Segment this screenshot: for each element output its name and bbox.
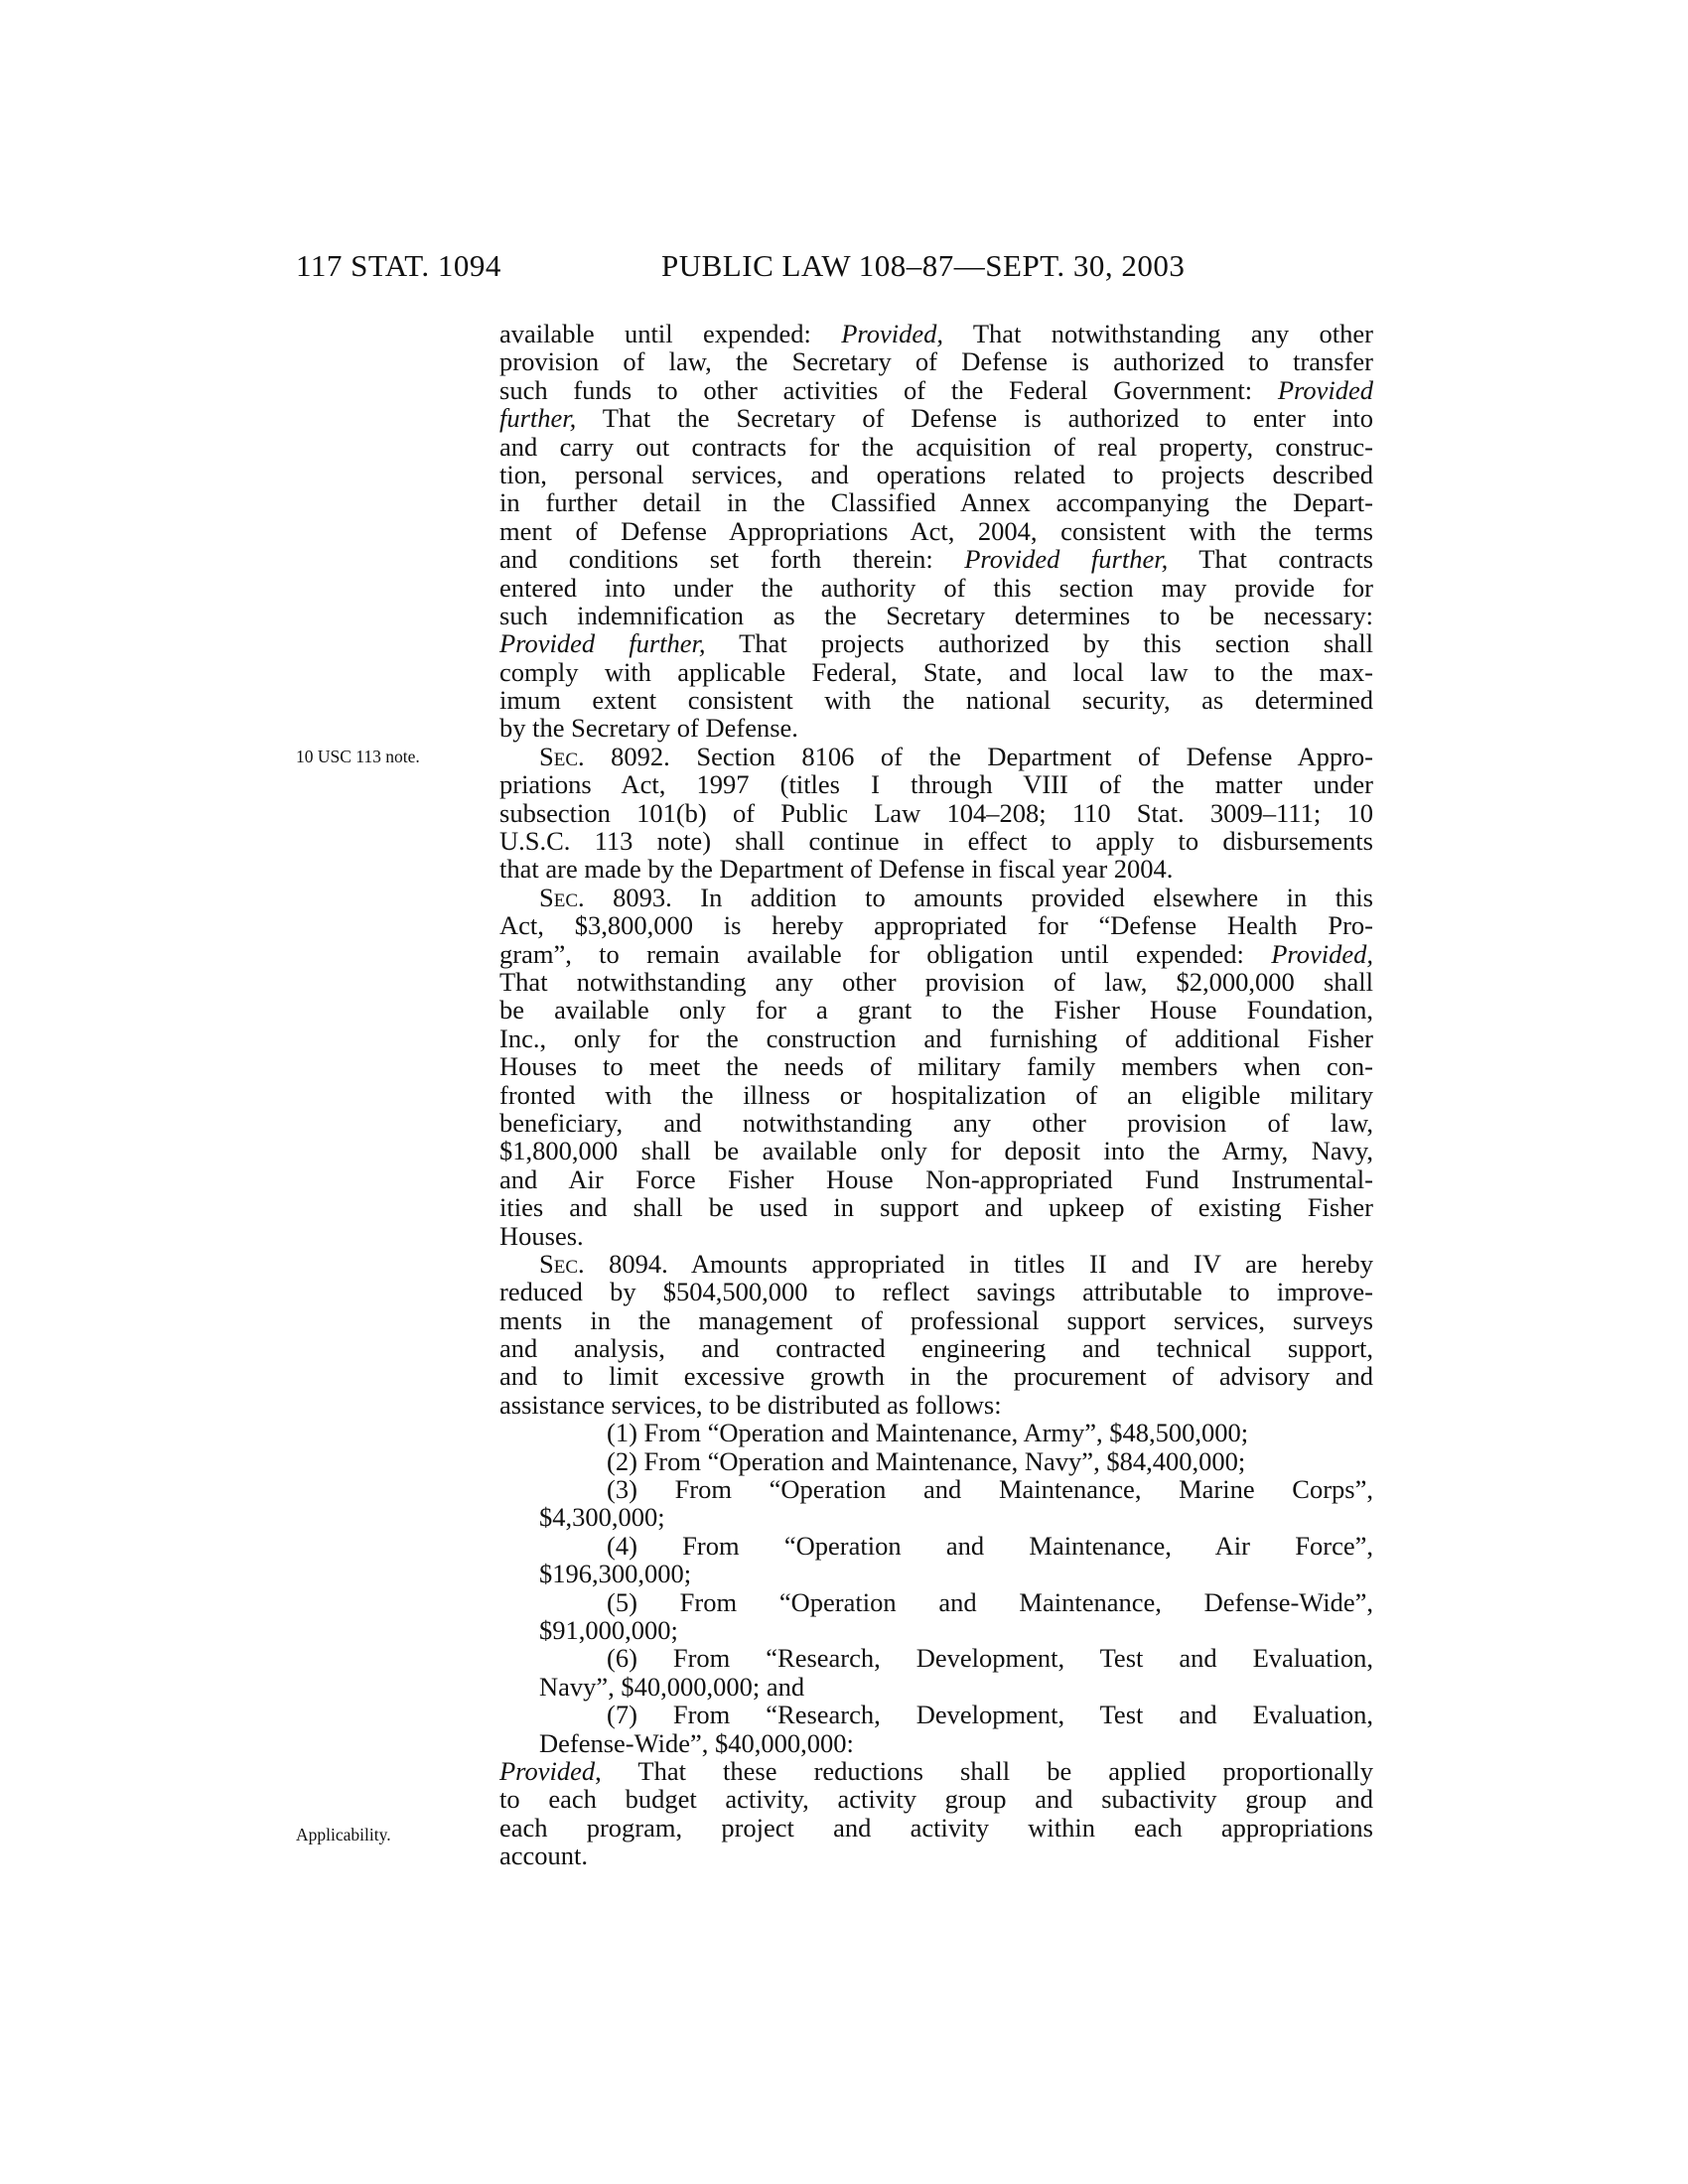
text-line: and to limit excessive growth in the procurement of advisory and [499,1361,1373,1392]
text-line: Act, $3,800,000 is hereby appropriated for “Defense Health Pro- [499,910,1373,941]
text-line: by the Secretary of Defense. [499,713,798,744]
text-line: ment of Defense Appropriations Act, 2004, consistent with the terms [499,515,1373,546]
list-item-2: (2) From “Operation and Maintenance, Navy”, $84,400,000; [607,1445,1246,1476]
text-line: imum extent consistent with the national security, as determined [499,685,1373,716]
list-item-6: (6) From “Research, Development, Test and Evaluation, [607,1643,1373,1674]
list-item-6-continued: Navy”, $40,000,000; and [539,1671,805,1702]
text-line: in further detail in the Classified Annex accompanying the Depart- [499,487,1373,518]
section-8093-heading-line: Sec. 8093. In addition to amounts provided elsewhere in this [539,882,1373,912]
margin-note-usc-reference: 10 USC 113 note. [296,747,420,766]
text-line: ities and shall be used in support and upkeep of existing Fisher [499,1192,1373,1223]
list-item-7: (7) From “Research, Development, Test and Evaluation, [607,1700,1373,1730]
text-line: Houses to meet the needs of military family members when con- [499,1051,1373,1082]
statute-page-reference: 117 STAT. 1094 [296,248,501,283]
text-line: and carry out contracts for the acquisition of real property, construc- [499,431,1373,462]
text-line: to each budget activity, activity group and subactivity group and [499,1784,1373,1815]
list-item-4-continued: $196,300,000; [539,1559,692,1589]
text-line: tion, personal services, and operations related to projects described [499,459,1373,489]
list-item-5: (5) From “Operation and Maintenance, Defense-Wide”, [607,1586,1373,1617]
proviso-line: Provided, That these reductions shall be applied proportionally [499,1755,1373,1786]
section-8092-heading-line: Sec. 8092. Section 8106 of the Department of Defense Appro- [539,741,1373,771]
text-line: Provided further, That projects authorized by this section shall [499,628,1373,659]
list-item-4: (4) From “Operation and Maintenance, Air Force”, [607,1530,1373,1561]
list-item-3-continued: $4,300,000; [539,1502,665,1533]
text-line: provision of law, the Secretary of Defense is authorized to transfer [499,346,1373,377]
text-line: entered into under the authority of this section may provide for [499,572,1373,603]
text-line: assistance services, to be distributed as follows: [499,1389,1002,1420]
text-line: such funds to other activities of the Federal Government: Provided [499,374,1373,405]
public-law-reference: PUBLIC LAW 108–87—SEPT. 30, 2003 [661,248,1186,283]
list-item-1: (1) From “Operation and Maintenance, Army”, $48,500,000; [607,1418,1249,1448]
text-line: priations Act, 1997 (titles I through VIII of the matter under [499,769,1373,800]
text-line: fronted with the illness or hospitalization of an eligible military [499,1079,1373,1110]
text-line: gram”, to remain available for obligation until expended: Provided, [499,938,1373,969]
body-text [499,320,1373,1869]
text-line: comply with applicable Federal, State, and local law to the max- [499,656,1373,687]
text-line: U.S.C. 113 note) shall continue in effect to apply to disbursements [499,826,1373,857]
list-item-3: (3) From “Operation and Maintenance, Marine Corps”, [607,1474,1373,1505]
text-line: beneficiary, and notwithstanding any other provision of law, [499,1107,1373,1138]
text-line: reduced by $504,500,000 to reflect savings attributable to improve- [499,1277,1373,1307]
text-line: available until expended: Provided, That notwithstanding any other [499,319,1373,348]
text-line: be available only for a grant to the Fisher House Foundation, [499,995,1373,1025]
text-line: subsection 101(b) of Public Law 104–208; 110 Stat. 3009–111; 10 [499,797,1373,828]
text-line: further, That the Secretary of Defense is authorized to enter into [499,403,1373,434]
page-header [296,248,1209,288]
list-item-5-continued: $91,000,000; [539,1614,678,1645]
margin-note-applicability: Applicability. [296,1825,391,1844]
section-8094-heading-line: Sec. 8094. Amounts appropriated in titles II and IV are hereby [539,1248,1373,1279]
text-line: and analysis, and contracted engineering and technical support, [499,1333,1373,1364]
text-line: that are made by the Department of Defense in fiscal year 2004. [499,854,1174,885]
text-line: each program, project and activity within each appropriations [499,1812,1373,1843]
text-line: Houses. [499,1220,584,1251]
text-line: such indemnification as the Secretary determines to be necessary: [499,600,1373,630]
text-line: That notwithstanding any other provision of law, $2,000,000 shall [499,966,1373,997]
text-line: $1,800,000 shall be available only for deposit into the Army, Navy, [499,1136,1373,1166]
text-line: ments in the management of professional support services, surveys [499,1304,1373,1335]
text-line: Inc., only for the construction and furnishing of additional Fisher [499,1023,1373,1053]
text-line: and conditions set forth therein: Provided further, That contracts [499,544,1373,575]
text-line: and Air Force Fisher House Non-appropriated Fund Instrumental- [499,1163,1373,1194]
list-item-7-continued: Defense-Wide”, $40,000,000: [539,1727,854,1758]
text-line: account. [499,1841,589,1871]
